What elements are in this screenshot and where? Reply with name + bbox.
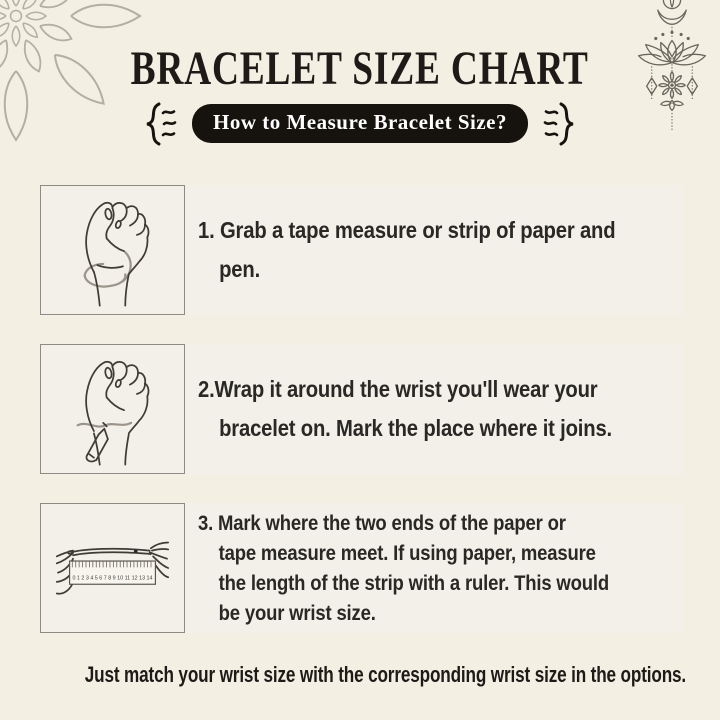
- curly-flourish-right-icon: [541, 102, 575, 146]
- footer-note-text: Just match your wrist size with the corresponding wrist size in the options.: [84, 661, 687, 687]
- fist-with-pen-illustration: [46, 351, 179, 467]
- ribbon-label: How to Measure Bracelet Size?: [212, 110, 508, 135]
- step2-illustration-frame: [40, 344, 185, 474]
- steps-list: [40, 185, 683, 633]
- ribbon-badge: [192, 104, 528, 143]
- step3-line-1: 3. Mark where the two ends of the paper or: [198, 510, 566, 535]
- step1-text: [185, 185, 683, 315]
- step3-text: [185, 503, 683, 633]
- step3-line-3: the length of the strip with a ruler. This would: [218, 570, 609, 595]
- page-title: [0, 0, 720, 95]
- step2-line-2: bracelet on. Mark the place where it joins.: [219, 414, 612, 441]
- step3-line-2: tape measure meet. If using paper, measure: [218, 540, 596, 565]
- step1-line-1: 1. Grab a tape measure or strip of paper and: [198, 216, 616, 243]
- fist-with-strip-illustration: [46, 192, 179, 308]
- step-row-1: [40, 185, 683, 315]
- page-title-text: BRACELET SIZE CHART: [130, 42, 590, 95]
- step2-line-1: 2.Wrap it around the wrist you'll wear your: [198, 375, 598, 402]
- step-row-2: [40, 344, 683, 474]
- step2-text: [185, 344, 683, 474]
- step1-illustration-frame: [40, 185, 185, 315]
- footer-note: [0, 662, 720, 688]
- step-row-3: [40, 503, 683, 633]
- step1-line-2: pen.: [219, 255, 261, 282]
- step3-line-4: be your wrist size.: [218, 600, 376, 625]
- step3-illustration-frame: [40, 503, 185, 633]
- ruler-measure-illustration: [46, 510, 179, 626]
- curly-flourish-left-icon: [145, 102, 179, 146]
- ribbon-row: [0, 102, 720, 146]
- ruler-numbers: 0 1 2 3 4 5 6 7 8 9 10 11 12 13 14: [72, 575, 153, 582]
